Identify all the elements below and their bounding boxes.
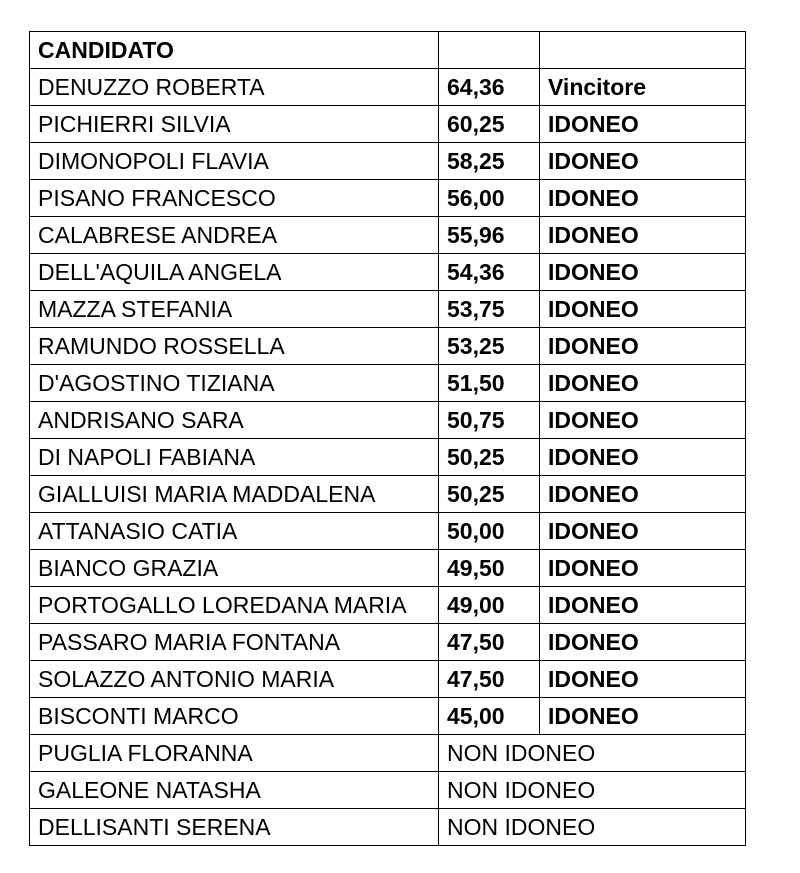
candidate-name: BISCONTI MARCO bbox=[30, 698, 439, 735]
candidate-score: 50,25 bbox=[439, 439, 540, 476]
table-row bbox=[30, 217, 746, 254]
table-row bbox=[30, 106, 746, 143]
candidate-name: PICHIERRI SILVIA bbox=[30, 106, 439, 143]
candidate-score: 49,00 bbox=[439, 587, 540, 624]
candidate-score: 58,25 bbox=[439, 143, 540, 180]
candidate-name: MAZZA STEFANIA bbox=[30, 291, 439, 328]
header-candidato: CANDIDATO bbox=[30, 32, 439, 69]
candidate-score: 47,50 bbox=[439, 624, 540, 661]
candidate-score: 60,25 bbox=[439, 106, 540, 143]
table-row bbox=[30, 69, 746, 106]
candidate-outcome: IDONEO bbox=[540, 365, 746, 402]
candidate-score: 51,50 bbox=[439, 365, 540, 402]
candidate-name: DELLISANTI SERENA bbox=[30, 809, 439, 846]
candidate-score: 64,36 bbox=[439, 69, 540, 106]
results-table-body bbox=[30, 32, 746, 846]
table-row bbox=[30, 439, 746, 476]
candidate-outcome: IDONEO bbox=[540, 328, 746, 365]
candidate-outcome: IDONEO bbox=[540, 291, 746, 328]
candidate-outcome: IDONEO bbox=[540, 402, 746, 439]
candidate-name: RAMUNDO ROSSELLA bbox=[30, 328, 439, 365]
table-row bbox=[30, 624, 746, 661]
table-row bbox=[30, 550, 746, 587]
table-row bbox=[30, 809, 746, 846]
table-row bbox=[30, 476, 746, 513]
candidate-score: 50,25 bbox=[439, 476, 540, 513]
table-row bbox=[30, 143, 746, 180]
candidate-name: DELL'AQUILA ANGELA bbox=[30, 254, 439, 291]
candidate-outcome: IDONEO bbox=[540, 476, 746, 513]
candidate-score: 55,96 bbox=[439, 217, 540, 254]
candidate-name: DIMONOPOLI FLAVIA bbox=[30, 143, 439, 180]
candidate-name: GIALLUISI MARIA MADDALENA bbox=[30, 476, 439, 513]
candidate-outcome: IDONEO bbox=[540, 217, 746, 254]
candidate-score: 56,00 bbox=[439, 180, 540, 217]
candidate-outcome: Vincitore bbox=[540, 69, 746, 106]
table-row bbox=[30, 513, 746, 550]
candidate-name: DENUZZO ROBERTA bbox=[30, 69, 439, 106]
candidate-score: 53,75 bbox=[439, 291, 540, 328]
table-row bbox=[30, 365, 746, 402]
table-row bbox=[30, 772, 746, 809]
candidate-outcome: IDONEO bbox=[540, 661, 746, 698]
table-row bbox=[30, 254, 746, 291]
candidate-name: DI NAPOLI FABIANA bbox=[30, 439, 439, 476]
table-row bbox=[30, 698, 746, 735]
header-score-empty bbox=[439, 32, 540, 69]
candidate-outcome: NON IDONEO bbox=[439, 772, 746, 809]
candidate-name: ANDRISANO SARA bbox=[30, 402, 439, 439]
candidate-score: 54,36 bbox=[439, 254, 540, 291]
candidate-score: 53,25 bbox=[439, 328, 540, 365]
table-row bbox=[30, 328, 746, 365]
candidate-outcome: NON IDONEO bbox=[439, 735, 746, 772]
candidate-name: PASSARO MARIA FONTANA bbox=[30, 624, 439, 661]
candidate-outcome: IDONEO bbox=[540, 587, 746, 624]
table-row bbox=[30, 291, 746, 328]
candidate-name: BIANCO GRAZIA bbox=[30, 550, 439, 587]
table-header-row bbox=[30, 32, 746, 69]
candidate-outcome: NON IDONEO bbox=[439, 809, 746, 846]
candidate-score: 50,75 bbox=[439, 402, 540, 439]
table-row bbox=[30, 587, 746, 624]
candidate-score: 47,50 bbox=[439, 661, 540, 698]
candidate-outcome: IDONEO bbox=[540, 254, 746, 291]
header-outcome-empty bbox=[540, 32, 746, 69]
table-row bbox=[30, 402, 746, 439]
table-row bbox=[30, 661, 746, 698]
candidate-name: ATTANASIO CATIA bbox=[30, 513, 439, 550]
candidate-outcome: IDONEO bbox=[540, 106, 746, 143]
candidate-name: GALEONE NATASHA bbox=[30, 772, 439, 809]
candidate-score: 45,00 bbox=[439, 698, 540, 735]
candidate-name: PORTOGALLO LOREDANA MARIA bbox=[30, 587, 439, 624]
candidate-outcome: IDONEO bbox=[540, 143, 746, 180]
candidate-name: SOLAZZO ANTONIO MARIA bbox=[30, 661, 439, 698]
candidate-outcome: IDONEO bbox=[540, 624, 746, 661]
candidate-score: 49,50 bbox=[439, 550, 540, 587]
candidate-score: 50,00 bbox=[439, 513, 540, 550]
candidate-name: D'AGOSTINO TIZIANA bbox=[30, 365, 439, 402]
candidate-outcome: IDONEO bbox=[540, 550, 746, 587]
candidate-name: PISANO FRANCESCO bbox=[30, 180, 439, 217]
candidate-outcome: IDONEO bbox=[540, 439, 746, 476]
candidate-name: CALABRESE ANDREA bbox=[30, 217, 439, 254]
results-table bbox=[29, 31, 746, 846]
table-row bbox=[30, 735, 746, 772]
candidate-outcome: IDONEO bbox=[540, 513, 746, 550]
candidate-name: PUGLIA FLORANNA bbox=[30, 735, 439, 772]
table-row bbox=[30, 180, 746, 217]
candidate-outcome: IDONEO bbox=[540, 698, 746, 735]
candidate-outcome: IDONEO bbox=[540, 180, 746, 217]
